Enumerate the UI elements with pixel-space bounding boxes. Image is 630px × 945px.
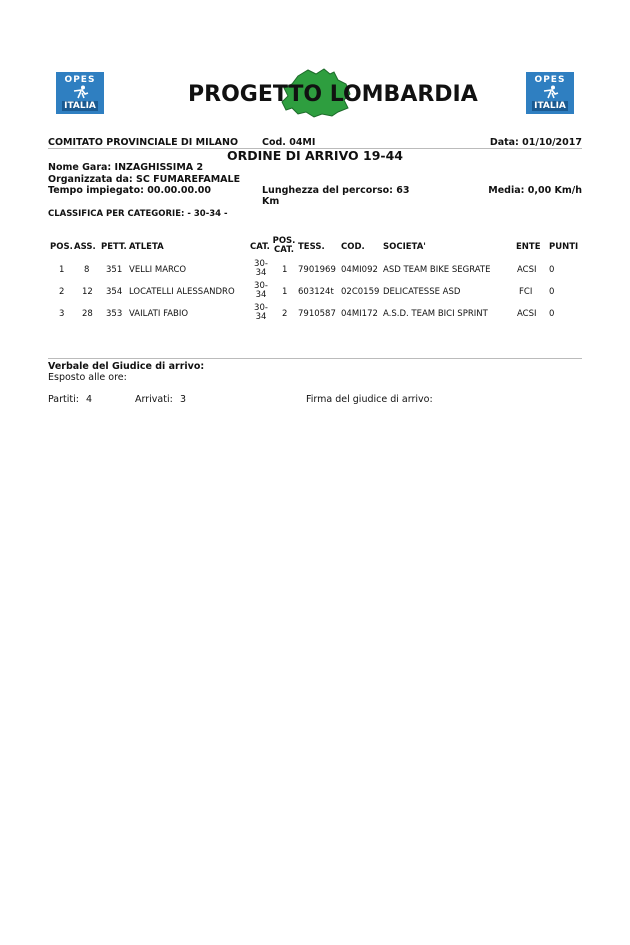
cell-cat: [250, 282, 272, 300]
partiti-label: Partiti:: [48, 394, 79, 405]
cell-pett: 353: [106, 309, 123, 319]
col-societa: SOCIETA': [383, 242, 426, 252]
time-used: Tempo impiegato: 00.00.00.00: [48, 185, 211, 196]
logo-text-bottom: ITALIA: [534, 100, 566, 111]
col-pos: POS.: [50, 242, 73, 252]
cell-pos: 1: [59, 265, 65, 275]
cell-tess: 603124t: [298, 287, 334, 297]
col-poscat-line2: CAT.: [274, 245, 294, 255]
date: Data: 01/10/2017: [489, 137, 582, 148]
average: Media: 0,00 Km/h: [488, 185, 582, 196]
cell-tess: 7901969: [298, 265, 336, 275]
col-pett: PETT.: [101, 242, 127, 252]
col-poscat: [272, 237, 296, 255]
cell-punti: 0: [549, 309, 555, 319]
cell-ass: 28: [82, 309, 93, 319]
cell-cod: 04MI172: [341, 309, 378, 319]
cell-ass: 8: [84, 265, 90, 275]
arrivati-label: Arrivati:: [135, 394, 173, 405]
opes-italia-logo-right: [526, 72, 574, 114]
cell-societa: A.S.D. TEAM BICI SPRINT: [383, 309, 488, 319]
cell-ente: ACSI: [517, 309, 537, 319]
col-atleta: ATLETA: [129, 242, 164, 252]
cell-societa: ASD TEAM BIKE SEGRATE: [383, 265, 491, 275]
col-punti: PUNTI: [549, 242, 579, 252]
cell-pos: 2: [59, 287, 65, 297]
cell-poscat: 2: [282, 309, 288, 319]
title-text: PROGETTO LOMBARDIA: [188, 82, 478, 107]
cell-poscat: 1: [282, 265, 288, 275]
cell-pett: 351: [106, 265, 123, 275]
runner-icon: [70, 85, 90, 99]
firma-label: Firma del giudice di arrivo:: [306, 394, 433, 405]
col-cod: COD.: [341, 242, 365, 252]
col-tess: TESS.: [298, 242, 325, 252]
page-title: [188, 68, 478, 118]
runner-icon: [540, 85, 560, 99]
cell-punti: 0: [549, 287, 555, 297]
cell-ente: FCI: [519, 287, 533, 297]
cell-cat-line1: 30-: [254, 303, 268, 313]
cell-atleta: LOCATELLI ALESSANDRO: [129, 287, 235, 297]
logo-text-top: OPES: [534, 74, 566, 85]
cell-cat-line1: 30-: [254, 259, 268, 269]
esposto-label: Esposto alle ore:: [48, 372, 127, 383]
verbale-label: Verbale del Giudice di arrivo:: [48, 361, 205, 372]
cell-cod: 02C0159: [341, 287, 380, 297]
length-line2: Km: [262, 196, 280, 207]
col-cat: CAT.: [250, 242, 270, 252]
cell-tess: 7910587: [298, 309, 336, 319]
cell-atleta: VELLI MARCO: [129, 265, 187, 275]
cell-cat: [250, 260, 272, 278]
cell-cat-line2: 34: [255, 290, 267, 300]
cell-poscat: 1: [282, 287, 288, 297]
cell-cat: [250, 304, 272, 322]
race-name: Nome Gara: INZAGHISSIMA 2: [48, 162, 204, 173]
col-ass: ASS.: [74, 242, 96, 252]
cell-atleta: VAILATI FABIO: [129, 309, 189, 319]
logo-text-top: OPES: [64, 74, 96, 85]
cell-societa: DELICATESSE ASD: [383, 287, 461, 297]
committee: COMITATO PROVINCIALE DI MILANO: [48, 137, 239, 148]
code: Cod. 04MI: [262, 137, 316, 148]
footer-divider: [48, 358, 582, 359]
partiti-value: 4: [86, 394, 93, 405]
cell-cat-line2: 34: [255, 268, 267, 278]
cell-cat-line2: 34: [255, 312, 267, 322]
cell-pos: 3: [59, 309, 65, 319]
order-title: ORDINE DI ARRIVO 19-44: [227, 148, 403, 163]
cell-pett: 354: [106, 287, 123, 297]
col-ente: ENTE: [516, 242, 541, 252]
cell-ente: ACSI: [517, 265, 537, 275]
organizer: Organizzata da: SC FUMAREFAMALE: [48, 174, 241, 185]
logo-text-bottom: ITALIA: [64, 100, 96, 111]
arrivati-value: 3: [180, 394, 187, 405]
length-line1: Lunghezza del percorso: 63: [262, 185, 410, 196]
cell-ass: 12: [82, 287, 93, 297]
cell-punti: 0: [549, 265, 555, 275]
col-poscat-line1: POS.: [272, 236, 296, 246]
category-heading: CLASSIFICA PER CATEGORIE: - 30-34 -: [48, 209, 228, 219]
cell-cod: 04MI092: [341, 265, 378, 275]
cell-cat-line1: 30-: [254, 281, 268, 291]
opes-italia-logo-left: [56, 72, 104, 114]
